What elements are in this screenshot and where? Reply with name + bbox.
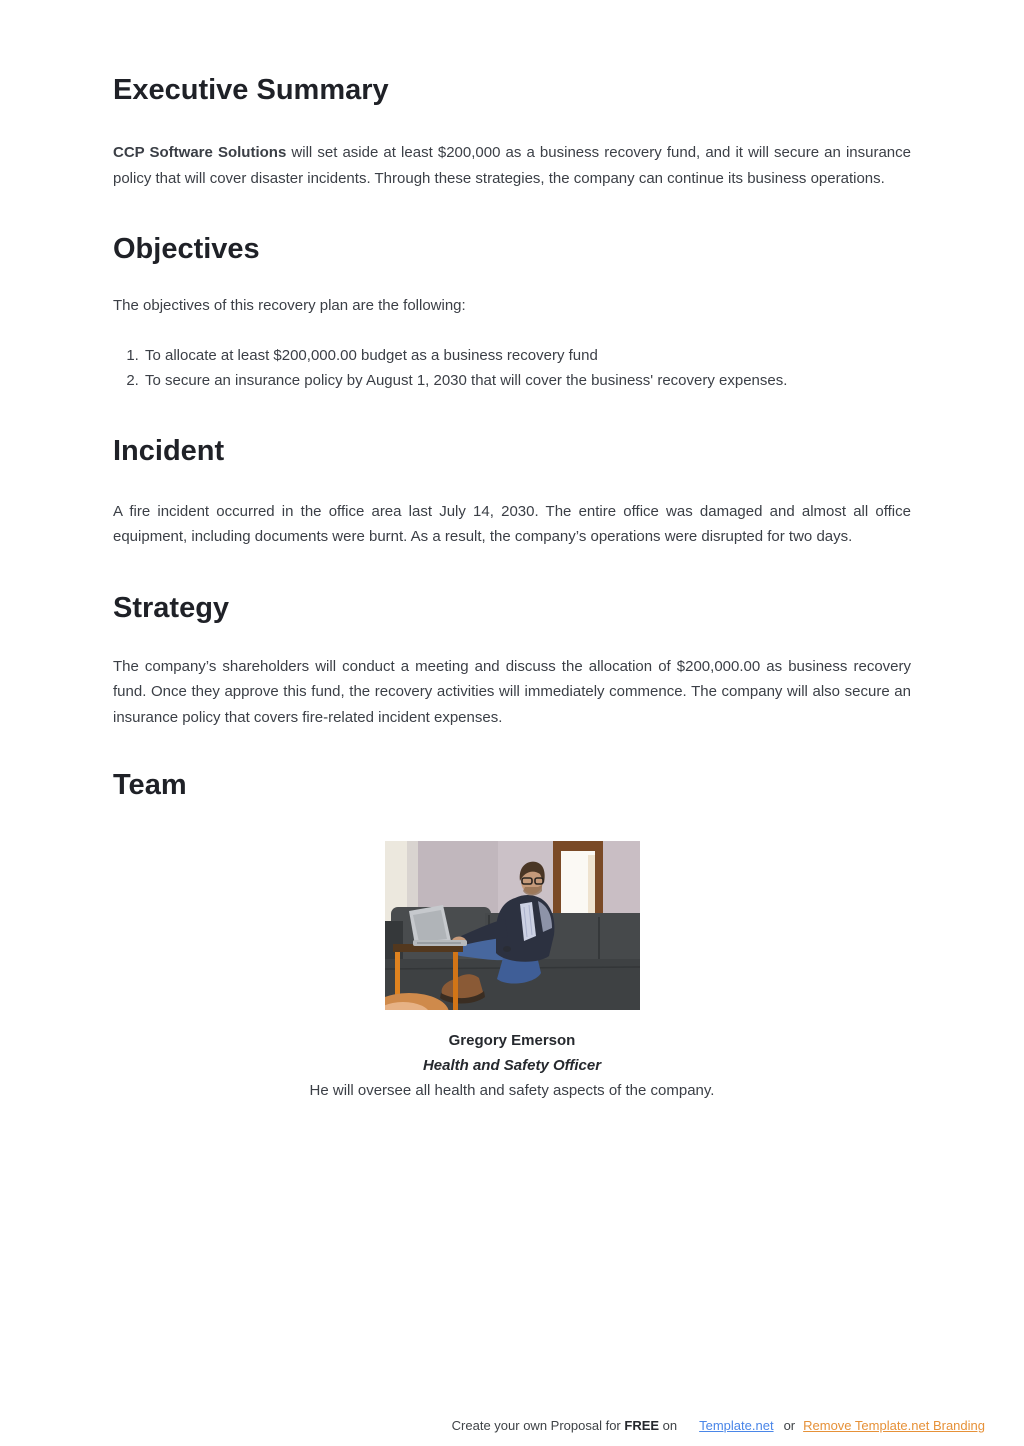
incident-paragraph: A fire incident occurred in the office area last July 14, 2030. The entire office was damaged and almost all office equipment, including documents were burnt. As a result, the company’s operations were disrupted for two days. [113, 502, 911, 545]
objectives-list [113, 343, 911, 394]
objectives-list-item: 2. To secure an insurance policy by August 1, 2030 that will cover the business' recovery expenses. [143, 368, 911, 394]
team-member-title: Health and Safety Officer [422, 1057, 602, 1074]
section-heading-incident: Incident [113, 434, 225, 467]
footer-or-label: or [783, 1418, 796, 1433]
team-member-description: He will oversee all health and safety aspects of the company. [309, 1082, 715, 1099]
objectives-list-item: 1. To allocate at least $200,000.00 budget as a business recovery fund [143, 343, 911, 369]
section-heading-executive-summary: Executive Summary [113, 74, 389, 106]
footer-on-label: on [659, 1418, 678, 1433]
team-member-figure [385, 841, 640, 1015]
remove-branding-link[interactable]: Remove Template.net Branding [803, 1418, 985, 1433]
footer-free-label: FREE [624, 1418, 660, 1433]
company-name: CCP Software Solutions [113, 144, 287, 161]
strategy-paragraph: The company’s shareholders will conduct a meeting and discuss the allocation of $200,000.00 as business recovery fund. Once they approve this fund, the recovery activities will immediately commence. The company will also secure an insurance policy that covers fire-related incident expenses. [113, 657, 911, 726]
footer-text: Create your own Proposal for [451, 1418, 625, 1433]
team-member-caption [113, 1028, 911, 1103]
team-member-name: Gregory Emerson [448, 1032, 576, 1049]
team-member-photo [385, 841, 640, 1010]
footer-branding [452, 1418, 985, 1433]
executive-summary-text: will set aside at least $200,000 as a business recovery fund, and it will secure an insurance policy that will cover disaster incidents. Through these strategies, the company can continue its business operations. [113, 144, 911, 187]
section-heading-strategy: Strategy [113, 591, 230, 624]
objectives-intro: The objectives of this recovery plan are the following: [113, 297, 466, 314]
executive-summary-paragraph [113, 140, 911, 191]
section-heading-objectives: Objectives [113, 233, 260, 265]
template-net-link[interactable]: Template.net [699, 1418, 774, 1433]
section-heading-team: Team [113, 769, 187, 801]
